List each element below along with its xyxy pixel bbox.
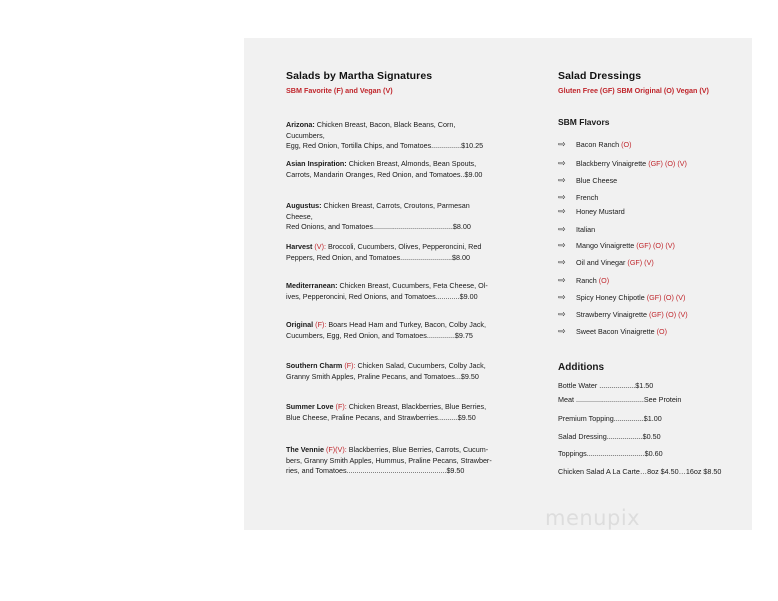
salads-subtitle: SBM Favorite (F) and Vegan (V) [286,86,393,95]
salad-item: Augustus: Chicken Breast, Carrots, Croutons, Parmesan Cheese, Red Onions, and Tomatoes........................................$8.00 [286,201,471,232]
salad-item: Asian Inspiration: Chicken Breast, Almonds, Bean Spouts, Carrots, Mandarin Oranges, Red Onion, and Tomatoes..$9.00 [286,159,483,179]
arrow-icon: ⇨ [558,206,566,216]
arrow-icon: ⇨ [558,192,566,202]
addition-item: Salad Dressing..................$0.50 [558,432,661,441]
flavor-item: ⇨ Spicy Honey Chipotle (GF) (O) (V) [558,292,686,302]
flavors-title: SBM Flavors [558,117,610,127]
addition-item: Chicken Salad A La Carte…8oz $4.50…16oz $8.50 [558,467,722,476]
addition-item: Bottle Water ..................$1.50 [558,381,654,390]
dressings-subtitle: Gluten Free (GF) SBM Original (O) Vegan (V) [558,86,709,95]
salads-title: Salads by Martha Signatures [286,70,433,82]
flavor-item: ⇨ Italian [558,224,596,234]
addition-item: Premium Topping...............$1.00 [558,414,662,423]
salad-item: The Vennie (F)(V): Blackberries, Blue Berries, Carrots, Cucum- bers, Granny Smith Apples, Hummus, Praline Pecans, Strawber- ries, and Tomatoes..................................................$9.50 [286,445,492,476]
dressings-column [558,70,753,476]
flavor-item: ⇨ French [558,192,599,202]
salad-item: Harvest (V): Broccoli, Cucumbers, Olives, Pepperoncini, Red Peppers, Red Onion, and Tomatoes..........................$8.00 [286,242,482,262]
arrow-icon: ⇨ [558,240,566,250]
salad-item: Original (F): Boars Head Ham and Turkey, Bacon, Colby Jack, Cucumbers, Egg, Red Onion, and Tomatoes..............$9.75 [286,320,487,340]
addition-item: Meat ..................................See Protein [558,395,682,404]
flavor-item: ⇨ Honey Mustard [558,206,625,216]
flavor-item: ⇨ Blackberry Vinaigrette (GF) (O) (V) [558,158,687,168]
flavor-item: ⇨ Bacon Ranch (O) [558,139,632,149]
flavor-item: ⇨ Strawberry Vinaigrette (GF) (O) (V) [558,309,688,319]
addition-item: Toppings.............................$0.60 [558,449,663,458]
salad-item: Southern Charm (F): Chicken Salad, Cucumbers, Colby Jack, Granny Smith Apples, Praline Pecans, and Tomatoes...$9.50 [286,361,486,381]
flavor-item: ⇨ Mango Vinaigrette (GF) (O) (V) [558,240,675,250]
flavor-item: ⇨ Ranch (O) [558,275,610,285]
flavor-item: ⇨ Oil and Vinegar (GF) (V) [558,257,654,267]
arrow-icon: ⇨ [558,224,566,234]
flavor-item: ⇨ Sweet Bacon Vinaigrette (O) [558,326,667,336]
arrow-icon: ⇨ [558,158,566,168]
arrow-icon: ⇨ [558,309,566,319]
arrow-icon: ⇨ [558,292,566,302]
arrow-icon: ⇨ [558,139,566,149]
menupix-watermark: menupix [545,506,641,530]
arrow-icon: ⇨ [558,175,566,185]
salad-item: Arizona: Chicken Breast, Bacon, Black Beans, Corn, Cucumbers, Egg, Red Onion, Tortilla Chips, and Tomatoes...............$10.25 [286,120,484,151]
dressings-title: Salad Dressings [558,70,642,82]
salads-column [286,70,496,476]
salad-item: Mediterranean: Chicken Breast, Cucumbers, Feta Cheese, Ol- ives, Pepperoncini, Red Onions, and Tomatoes............$9.00 [286,281,488,301]
arrow-icon: ⇨ [558,326,566,336]
arrow-icon: ⇨ [558,257,566,267]
additions-title: Additions [558,362,605,373]
arrow-icon: ⇨ [558,275,566,285]
flavor-item: ⇨ Blue Cheese [558,175,618,185]
salad-item: Summer Love (F): Chicken Breast, Blackberries, Blue Berries, Blue Cheese, Praline Pecans, and Strawberries..........$9.50 [286,402,487,422]
